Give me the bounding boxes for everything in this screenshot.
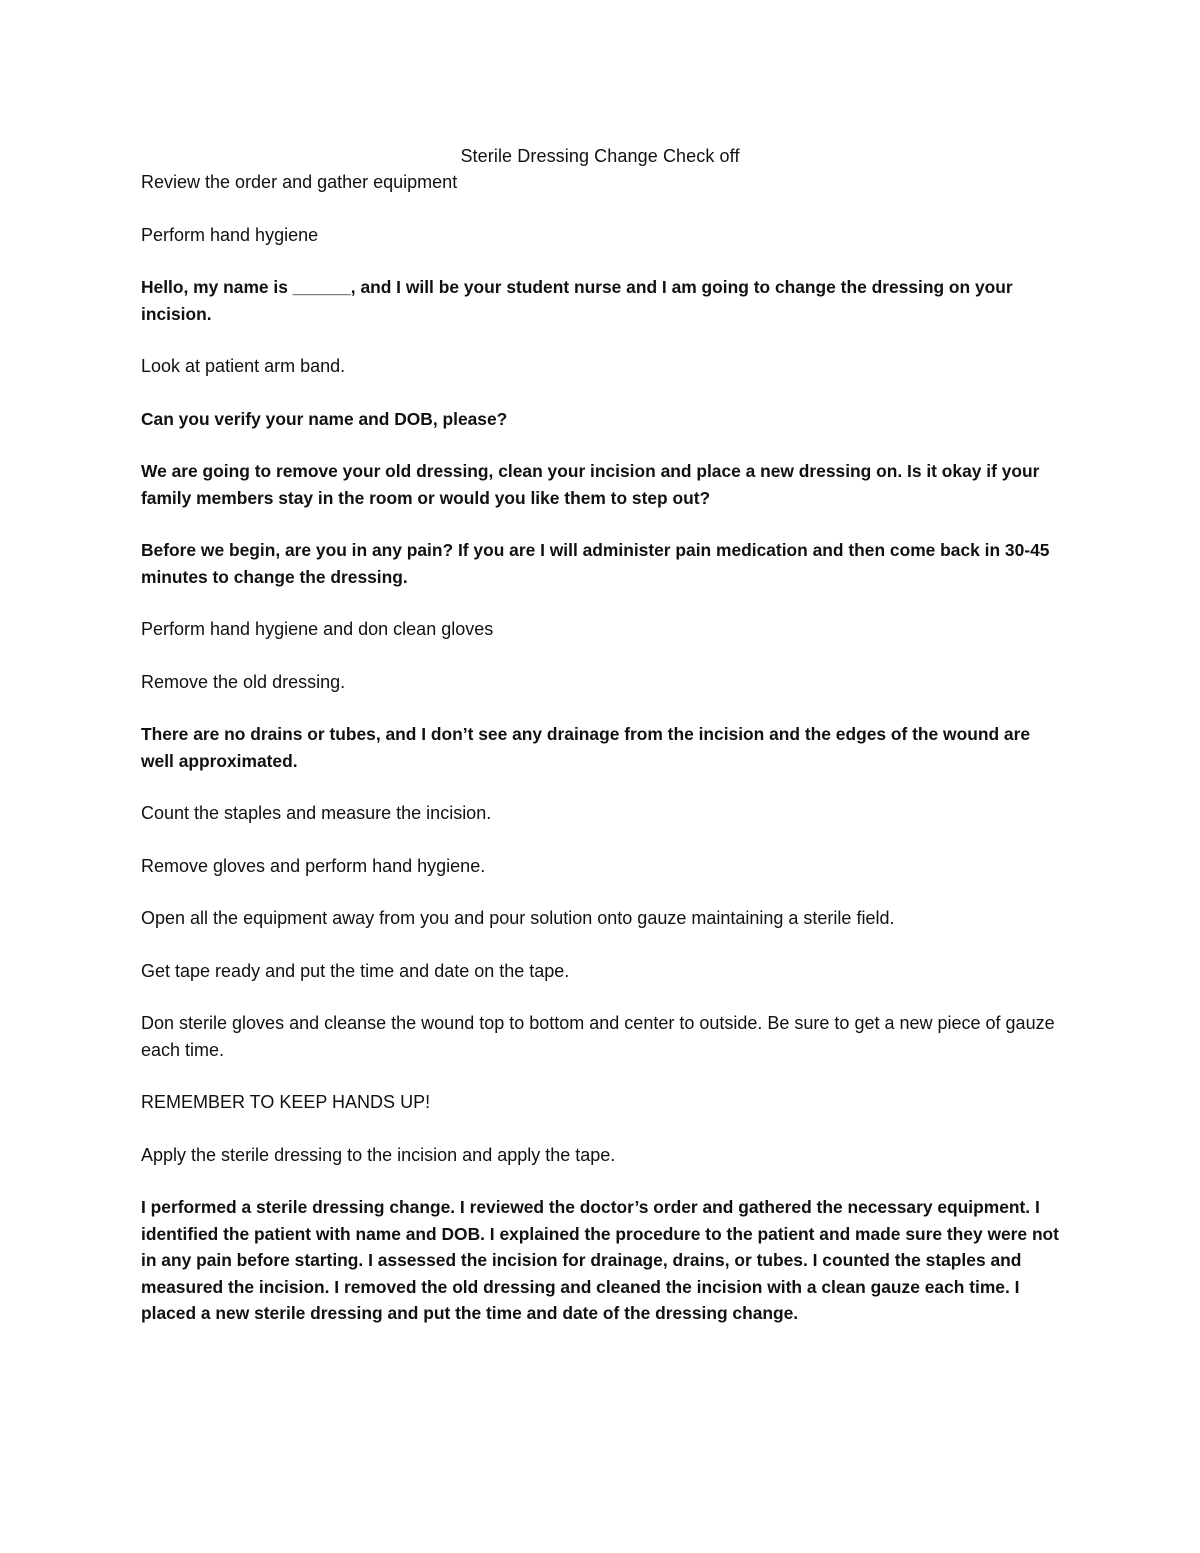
paragraph-summary: I performed a sterile dressing change. I reviewed the doctor’s order and gathered the necessary equipment. I identified the patient with name and DOB. I explained the procedure to the patient and made sure they were not in any pain before starting. I assessed the incision for drainage, drains, or tubes. I counted the staples and measured the incision. I removed the old dressing and cleaned the incision with a clean gauze each time. I placed a new sterile dressing and put the time and date of the dressing change. (141, 1197, 1059, 1323)
paragraph-explain-procedure: We are going to remove your old dressing, clean your incision and place a new dressing on. Is it okay if your family members stay in the room or would you like them to step out? (141, 461, 1040, 508)
paragraph-arm-band: Look at patient arm band. (141, 356, 346, 376)
paragraph-review-order: Review the order and gather equipment (141, 172, 458, 192)
paragraph-count-staples: Count the staples and measure the incision. (141, 803, 492, 823)
paragraph-wound-assessment: There are no drains or tubes, and I don’t see any drainage from the incision and the edges of the wound are well approximated. (141, 724, 1031, 771)
paragraph-introduction: Hello, my name is ______, and I will be your student nurse and I am going to change the dressing on your incision. (141, 277, 1013, 324)
paragraph-remove-dressing: Remove the old dressing. (141, 671, 346, 692)
paragraph-pain-check: Before we begin, are you in any pain? If you are I will administer pain medication and then come back in 30-45 minutes to change the dressing. (141, 540, 1050, 587)
paragraph-keep-hands-up: REMEMBER TO KEEP HANDS UP! (141, 1092, 431, 1112)
document-body (141, 169, 1066, 1327)
paragraph-hand-hygiene: Perform hand hygiene (141, 224, 319, 245)
paragraph-cleanse-wound: Don sterile gloves and cleanse the wound top to bottom and center to outside. Be sure to get a new piece of gauze each time. (141, 1013, 1055, 1060)
paragraph-apply-dressing: Apply the sterile dressing to the incision and apply the tape. (141, 1144, 616, 1165)
paragraph-clean-gloves: Perform hand hygiene and don clean gloves (141, 619, 494, 639)
paragraph-prepare-tape: Get tape ready and put the time and date on the tape. (141, 960, 570, 981)
paragraph-remove-gloves: Remove gloves and perform hand hygiene. (141, 855, 486, 876)
document-title: Sterile Dressing Change Check off (460, 146, 740, 166)
paragraph-verify-identity: Can you verify your name and DOB, please? (141, 408, 508, 429)
paragraph-open-equipment: Open all the equipment away from you and pour solution onto gauze maintaining a sterile field. (141, 908, 895, 928)
